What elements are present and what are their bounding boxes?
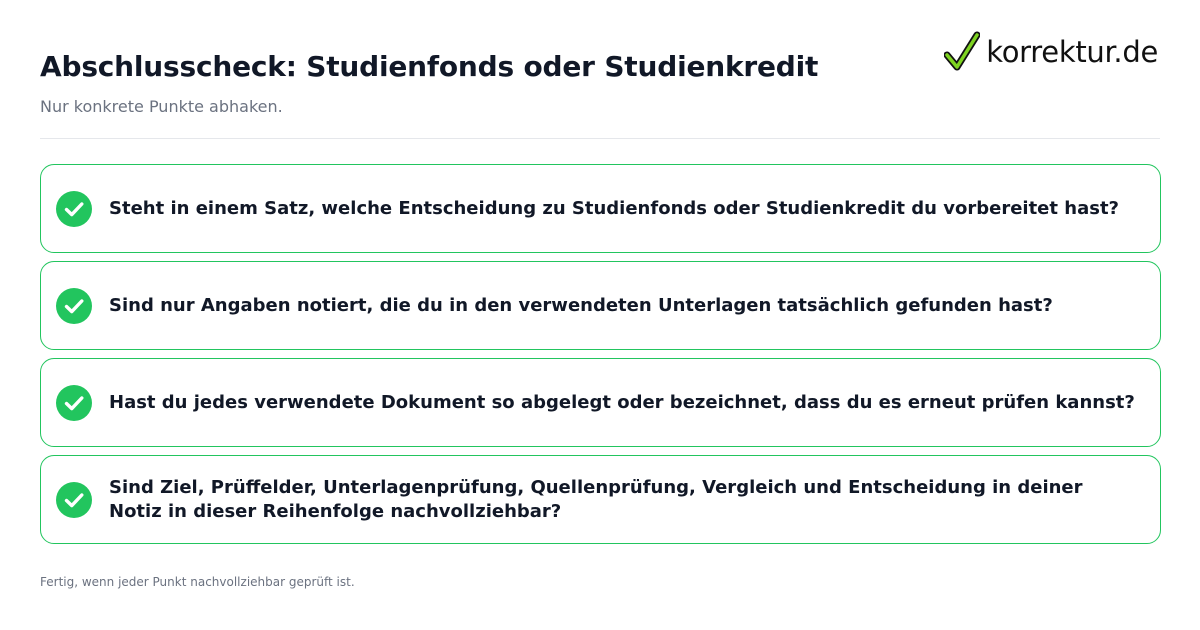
header-divider	[40, 138, 1160, 139]
check-circle-icon	[56, 385, 92, 421]
checklist-item-text: Sind nur Angaben notiert, die du in den verwendeten Unterlagen tatsächlich gefunden hast?	[109, 294, 1053, 316]
page-title: Abschlusscheck: Studienfonds oder Studienkredit	[40, 50, 819, 83]
checklist-item[interactable]	[40, 358, 1161, 447]
brand-logo	[944, 30, 1158, 74]
checklist-item[interactable]	[40, 261, 1161, 350]
checklist-item[interactable]	[40, 164, 1161, 253]
checklist-item[interactable]	[40, 455, 1161, 544]
check-circle-icon	[56, 288, 92, 324]
check-circle-icon	[56, 191, 92, 227]
check-circle-icon	[56, 482, 92, 518]
checkmark-icon	[944, 31, 980, 73]
checklist	[40, 164, 1161, 544]
checklist-item-text: Steht in einem Satz, welche Entscheidung zu Studienfonds oder Studienkredit du vorbereitet hast?	[109, 197, 1119, 219]
brand-name: korrektur.de	[986, 35, 1158, 69]
footer-note: Fertig, wenn jeder Punkt nachvollziehbar geprüft ist.	[40, 575, 355, 589]
checklist-item-text: Sind Ziel, Prüffelder, Unterlagenprüfung, Quellenprüfung, Vergleich und Entscheidung in deiner Notiz in dieser Reihenfolge nachvollziehbar?	[109, 476, 1083, 522]
page-subtitle: Nur konkrete Punkte abhaken.	[40, 97, 283, 116]
checklist-item-text: Hast du jedes verwendete Dokument so abgelegt oder bezeichnet, dass du es erneut prüfen kannst?	[109, 391, 1135, 413]
